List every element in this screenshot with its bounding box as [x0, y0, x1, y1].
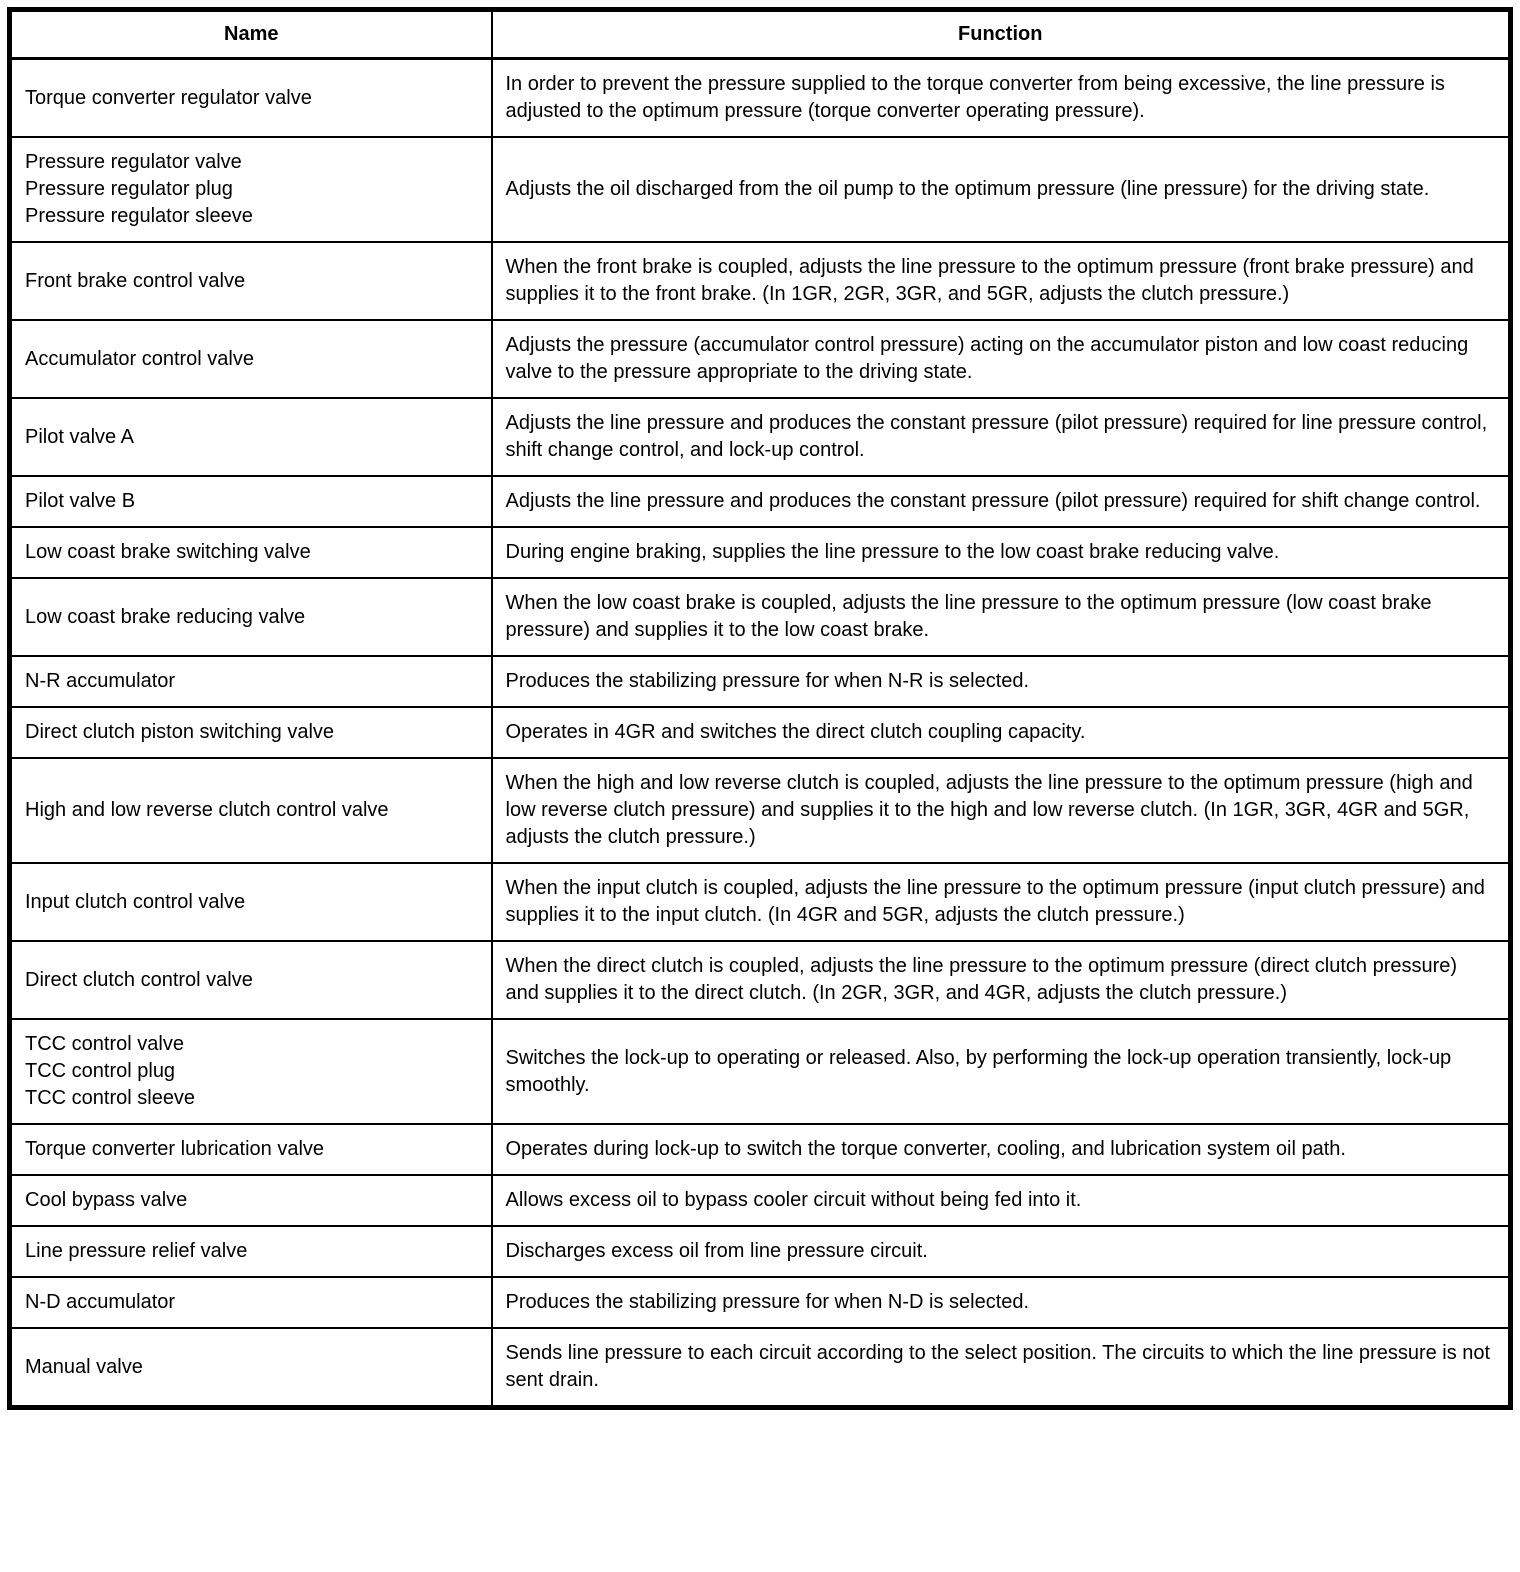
table-row [10, 476, 1511, 527]
name-line: N-R accumulator [25, 670, 176, 692]
table-row [10, 1226, 1511, 1277]
name-line: Pilot valve A [25, 425, 134, 448]
name-line: Low coast brake reducing valve [25, 605, 306, 628]
function-cell: Sends line pressure to each circuit according to the select position. The circuits to which the line pressure is not sent drain. [492, 1328, 1511, 1408]
function-cell: Produces the stabilizing pressure for when N-D is selected. [492, 1277, 1511, 1328]
name-cell [10, 1328, 492, 1408]
function-cell: When the high and low reverse clutch is coupled, adjusts the line pressure to the optimum pressure (high and low reverse clutch pressure) and supplies it to the high and low reverse clutch. (In 1GR, 3GR, 4GR and 5GR, adjusts the clutch pressure.) [492, 758, 1511, 863]
name-line: TCC control plug [25, 1060, 176, 1082]
name-line: Pressure regulator valve [25, 151, 242, 173]
name-line: Line pressure relief valve [25, 1240, 248, 1262]
name-line: Low coast brake switching valve [25, 541, 311, 563]
name-cell [10, 1019, 492, 1124]
function-cell: Discharges excess oil from line pressure circuit. [492, 1226, 1511, 1277]
name-cell [10, 941, 492, 1019]
valve-function-table [7, 7, 1513, 1410]
table-row [10, 320, 1511, 398]
name-cell [10, 320, 492, 398]
name-cell [10, 1226, 492, 1277]
function-cell: During engine braking, supplies the line pressure to the low coast brake reducing valve. [492, 527, 1511, 578]
function-cell: Adjusts the line pressure and produces the constant pressure (pilot pressure) required for shift change control. [492, 476, 1511, 527]
name-line: N-D accumulator [25, 1291, 176, 1313]
name-cell [10, 1175, 492, 1226]
table-row [10, 1019, 1511, 1124]
name-cell [10, 578, 492, 656]
table-row [10, 1175, 1511, 1226]
name-cell [10, 398, 492, 476]
table-row [10, 863, 1511, 941]
name-cell [10, 1124, 492, 1175]
column-header-function: Function [492, 10, 1511, 59]
name-line: Torque converter lubrication valve [25, 1138, 325, 1160]
function-cell: When the front brake is coupled, adjusts the line pressure to the optimum pressure (front brake pressure) and supplies it to the front brake. (In 1GR, 2GR, 3GR, and 5GR, adjusts the clutch pressure.) [492, 242, 1511, 320]
name-line: Direct clutch control valve [25, 968, 253, 991]
table-row [10, 242, 1511, 320]
name-cell [10, 476, 492, 527]
function-cell: When the low coast brake is coupled, adjusts the line pressure to the optimum pressure (low coast brake pressure) and supplies it to the low coast brake. [492, 578, 1511, 656]
name-line: Direct clutch piston switching valve [25, 721, 335, 743]
name-line: Manual valve [25, 1355, 143, 1378]
function-cell: Adjusts the pressure (accumulator control pressure) acting on the accumulator piston and low coast reducing valve to the pressure appropriate to the driving state. [492, 320, 1511, 398]
name-line: Input clutch control valve [25, 890, 246, 913]
name-cell [10, 527, 492, 578]
name-line: Cool bypass valve [25, 1189, 188, 1211]
table-header [10, 10, 1511, 59]
function-cell: When the input clutch is coupled, adjusts the line pressure to the optimum pressure (input clutch pressure) and supplies it to the input clutch. (In 4GR and 5GR, adjusts the clutch pressure.) [492, 863, 1511, 941]
function-cell: Adjusts the line pressure and produces the constant pressure (pilot pressure) required for line pressure control, shift change control, and lock-up control. [492, 398, 1511, 476]
function-cell: Produces the stabilizing pressure for when N-R is selected. [492, 656, 1511, 707]
table-row [10, 707, 1511, 758]
function-cell: In order to prevent the pressure supplied to the torque converter from being excessive, the line pressure is adjusted to the optimum pressure (torque converter operating pressure). [492, 59, 1511, 138]
table-body [10, 59, 1511, 1408]
function-cell: Adjusts the oil discharged from the oil pump to the optimum pressure (line pressure) for the driving state. [492, 137, 1511, 242]
function-cell: Operates in 4GR and switches the direct clutch coupling capacity. [492, 707, 1511, 758]
name-line: Accumulator control valve [25, 347, 254, 370]
name-line: TCC control valve [25, 1033, 184, 1055]
table-row [10, 758, 1511, 863]
name-line: Pilot valve B [25, 490, 136, 512]
table-row [10, 1277, 1511, 1328]
name-cell [10, 863, 492, 941]
table-row [10, 59, 1511, 138]
function-cell: Allows excess oil to bypass cooler circuit without being fed into it. [492, 1175, 1511, 1226]
table-row [10, 137, 1511, 242]
name-line: TCC control sleeve [25, 1087, 196, 1109]
table-row [10, 578, 1511, 656]
function-cell: Operates during lock-up to switch the torque converter, cooling, and lubrication system oil path. [492, 1124, 1511, 1175]
table-row [10, 656, 1511, 707]
name-cell [10, 707, 492, 758]
name-cell [10, 758, 492, 863]
name-cell [10, 656, 492, 707]
name-cell [10, 59, 492, 138]
function-cell: Switches the lock-up to operating or released. Also, by performing the lock-up operation transiently, lock-up smoothly. [492, 1019, 1511, 1124]
function-cell: When the direct clutch is coupled, adjusts the line pressure to the optimum pressure (direct clutch pressure) and supplies it to the direct clutch. (In 2GR, 3GR, and 4GR, adjusts the clutch pressure.) [492, 941, 1511, 1019]
table-row [10, 1124, 1511, 1175]
table-row [10, 398, 1511, 476]
name-line: High and low reverse clutch control valve [25, 799, 389, 821]
table-row [10, 941, 1511, 1019]
name-line: Front brake control valve [25, 269, 246, 292]
name-cell [10, 242, 492, 320]
name-cell [10, 1277, 492, 1328]
name-line: Pressure regulator plug [25, 178, 233, 200]
name-line: Torque converter regulator valve [25, 86, 312, 109]
column-header-name: Name [10, 10, 492, 59]
header-row [10, 10, 1511, 59]
name-cell [10, 137, 492, 242]
table-row [10, 1328, 1511, 1408]
table-row [10, 527, 1511, 578]
name-line: Pressure regulator sleeve [25, 205, 253, 227]
